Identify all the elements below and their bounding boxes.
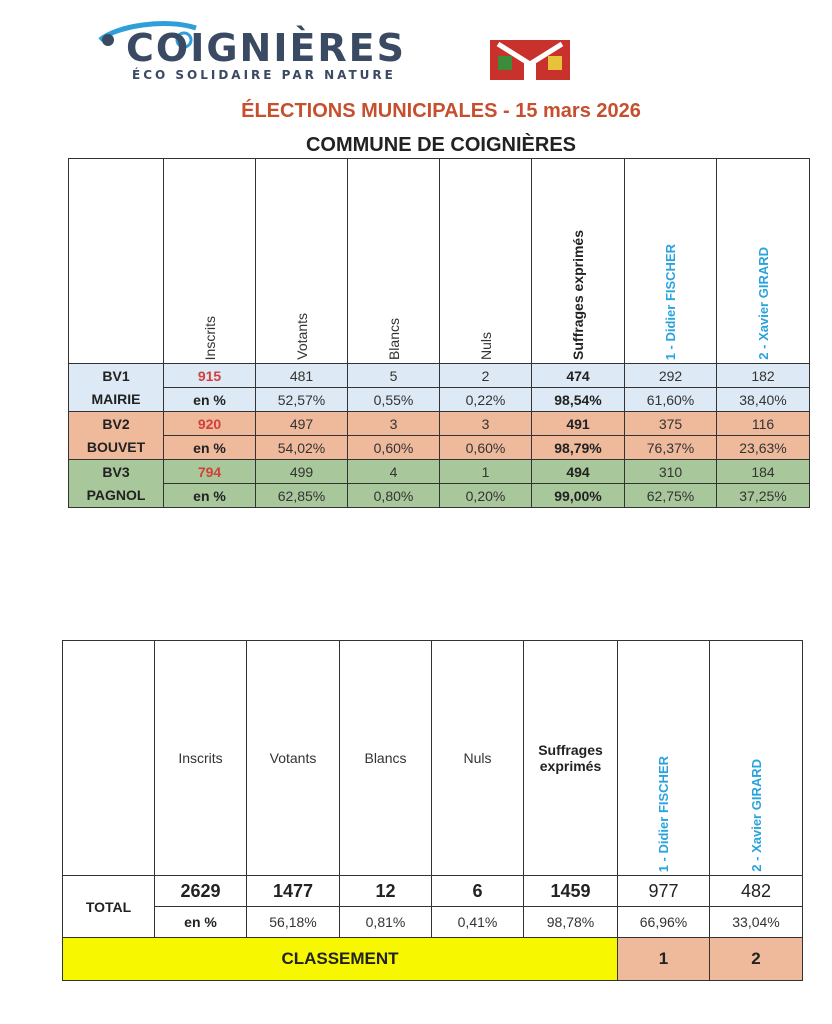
total-inscrits: 2629 (155, 876, 247, 907)
bureau-place: BOUVET (69, 436, 164, 460)
total-pct-label: en % (155, 907, 247, 938)
cell-votants: 497 (256, 412, 348, 436)
cell-candidate-2-pct: 38,40% (717, 388, 810, 412)
total-votants-pct: 56,18% (247, 907, 340, 938)
cell-candidate-2-pct: 37,25% (717, 484, 810, 508)
header-suffrages-exprimes: Suffrages exprimés (524, 641, 618, 876)
table-header-row (63, 641, 803, 876)
table-row (69, 460, 810, 484)
header-inscrits: Inscrits (155, 641, 247, 876)
table-row (69, 364, 810, 388)
cell-votants-pct: 54,02% (256, 436, 348, 460)
cell-candidate-2-pct: 23,63% (717, 436, 810, 460)
table-header-row (69, 159, 810, 364)
bureau-name: BV1 (69, 364, 164, 388)
cell-exprimes-pct: 98,79% (532, 436, 625, 460)
logo-tagline: ÉCO SOLIDAIRE PAR NATURE (132, 68, 396, 82)
header-suffrages-exprimes: Suffrages exprimés (570, 230, 586, 360)
cell-blancs: 4 (348, 460, 440, 484)
header-blancs: Blancs (385, 317, 402, 360)
cell-candidate-2: 184 (717, 460, 810, 484)
cell-inscrits: 920 (164, 412, 256, 436)
table-row (69, 484, 810, 508)
cell-nuls: 2 (440, 364, 532, 388)
results-total-table (62, 640, 803, 981)
cell-nuls: 1 (440, 460, 532, 484)
cell-pct-label: en % (164, 484, 256, 508)
header-candidate-1: 1 - Didier FISCHER (656, 755, 671, 872)
ranking-label: CLASSEMENT (63, 938, 618, 981)
bureau-place: MAIRIE (69, 388, 164, 412)
cell-inscrits: 794 (164, 460, 256, 484)
cell-exprimes-pct: 98,54% (532, 388, 625, 412)
header-nuls: Nuls (477, 331, 494, 360)
cell-candidate-2: 116 (717, 412, 810, 436)
ranking-candidate-2: 2 (710, 938, 803, 981)
ranking-row (63, 938, 803, 981)
total-exprimes-pct: 98,78% (524, 907, 618, 938)
total-blancs: 12 (340, 876, 432, 907)
total-votants: 1477 (247, 876, 340, 907)
cell-exprimes: 474 (532, 364, 625, 388)
cell-exprimes: 491 (532, 412, 625, 436)
cell-nuls-pct: 0,22% (440, 388, 532, 412)
cell-votants: 481 (256, 364, 348, 388)
cell-blancs: 3 (348, 412, 440, 436)
table-row (69, 412, 810, 436)
cell-candidate-1: 292 (625, 364, 717, 388)
total-blancs-pct: 0,81% (340, 907, 432, 938)
header-votants: Votants (293, 313, 310, 360)
total-candidate-1-pct: 66,96% (618, 907, 710, 938)
cell-blancs-pct: 0,60% (348, 436, 440, 460)
ranking-candidate-1: 1 (618, 938, 710, 981)
cell-nuls-pct: 0,60% (440, 436, 532, 460)
empty-header-cell (63, 641, 155, 876)
empty-header-cell (69, 159, 164, 364)
commune-logo (96, 18, 576, 82)
table-row (69, 436, 810, 460)
cell-blancs-pct: 0,55% (348, 388, 440, 412)
cell-candidate-1: 375 (625, 412, 717, 436)
cell-votants-pct: 52,57% (256, 388, 348, 412)
total-candidate-2: 482 (710, 876, 803, 907)
page-title: ÉLECTIONS MUNICIPALES - 15 mars 2026 (241, 100, 641, 122)
coat-of-arms-icon (490, 40, 570, 80)
totals-row (63, 876, 803, 907)
table-row (69, 388, 810, 412)
total-nuls: 6 (432, 876, 524, 907)
total-exprimes: 1459 (524, 876, 618, 907)
cell-candidate-1-pct: 62,75% (625, 484, 717, 508)
total-candidate-1: 977 (618, 876, 710, 907)
bureau-name: BV3 (69, 460, 164, 484)
header-candidate-1: 1 - Didier FISCHER (663, 243, 678, 360)
cell-nuls: 3 (440, 412, 532, 436)
total-label: TOTAL (63, 876, 155, 938)
header-candidate-2: 2 - Xavier GIRARD (748, 759, 764, 872)
cell-inscrits: 915 (164, 364, 256, 388)
header-blancs: Blancs (340, 641, 432, 876)
cell-blancs-pct: 0,80% (348, 484, 440, 508)
page-subtitle: COMMUNE DE COIGNIÈRES (305, 134, 577, 156)
bureau-place: PAGNOL (69, 484, 164, 508)
header-candidate-2: 2 - Xavier GIRARD (755, 247, 771, 360)
totals-pct-row (63, 907, 803, 938)
cell-pct-label: en % (164, 388, 256, 412)
cell-exprimes: 494 (532, 460, 625, 484)
cell-nuls-pct: 0,20% (440, 484, 532, 508)
bureau-name: BV2 (69, 412, 164, 436)
header-nuls: Nuls (432, 641, 524, 876)
cell-candidate-1: 310 (625, 460, 717, 484)
header-votants: Votants (247, 641, 340, 876)
cell-pct-label: en % (164, 436, 256, 460)
logo-wordmark: COIGNIÈRES (126, 26, 407, 70)
cell-candidate-1-pct: 76,37% (625, 436, 717, 460)
cell-blancs: 5 (348, 364, 440, 388)
total-nuls-pct: 0,41% (432, 907, 524, 938)
cell-candidate-2: 182 (717, 364, 810, 388)
cell-exprimes-pct: 99,00% (532, 484, 625, 508)
cell-votants-pct: 62,85% (256, 484, 348, 508)
header-inscrits: Inscrits (201, 315, 218, 360)
cell-candidate-1-pct: 61,60% (625, 388, 717, 412)
total-candidate-2-pct: 33,04% (710, 907, 803, 938)
results-by-bureau-table (68, 158, 810, 508)
cell-votants: 499 (256, 460, 348, 484)
